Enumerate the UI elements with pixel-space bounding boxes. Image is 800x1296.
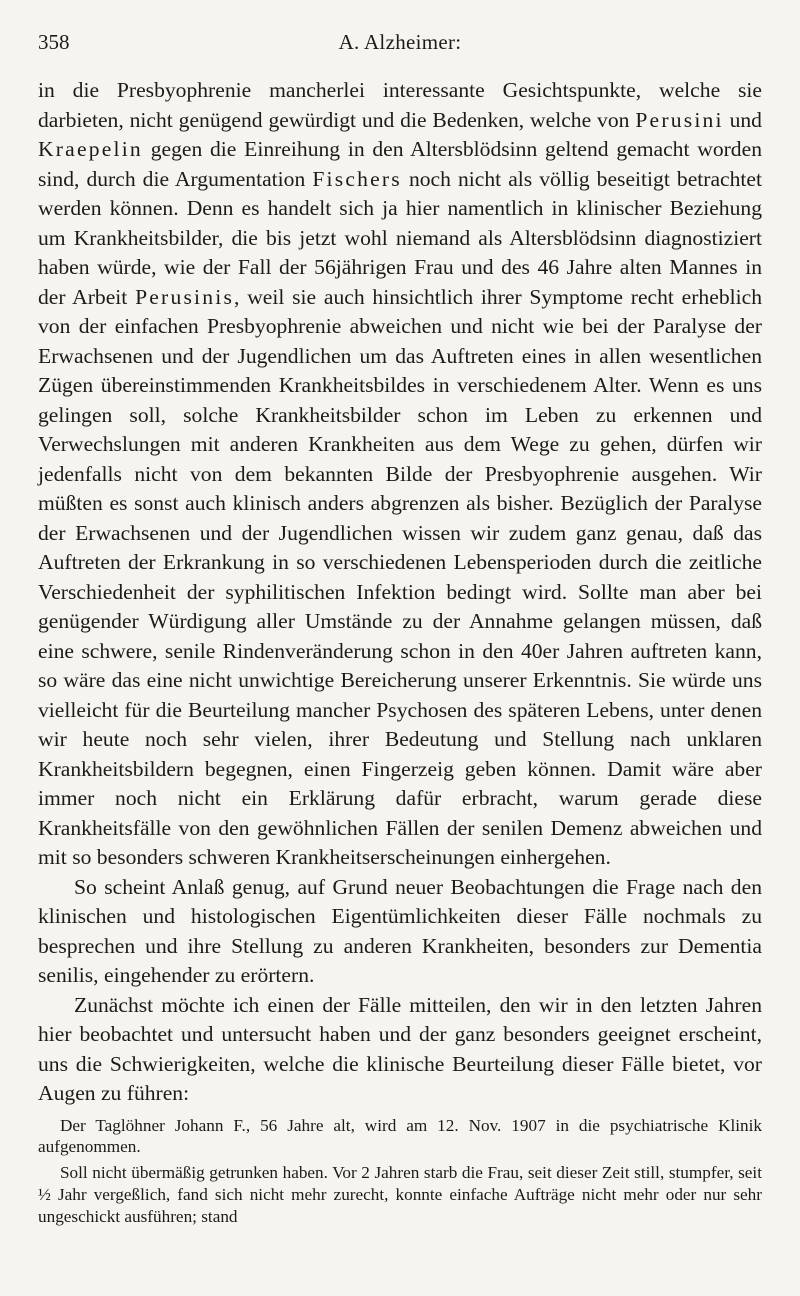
- author-name: Perusinis: [135, 284, 235, 309]
- text-segment: noch nicht als völlig beseitigt betrachtet werden können. Denn es handelt sich ja hier namentlich in klinischer Beziehung um Krankheitsbilder, die bis jetzt wohl niemand als Altersblödsinn diagnostiziert haben würde, wie der Fall der 56jährigen Frau und des 46 Jahre alten Mannes in der Arbeit: [38, 166, 763, 309]
- text-segment: So scheint Anlaß genug, auf Grund neuer Beobachtungen die Frage nach den klinischen und histologischen Eigentümlichkeiten dieser Fälle nochmals zu besprechen und ihre Stellung zu anderen Krankheiten, besonders zur Dementia senilis, eingehender zu erörtern.: [38, 874, 762, 987]
- body-paragraph: [38, 76, 762, 873]
- case-paragraph: [38, 1162, 762, 1227]
- text-segment: gegen die Einreihung in den Altersblödsinn geltend gemacht worden sind, durch die Argumentation: [38, 137, 762, 191]
- text-segment: Zunächst möchte ich einen der Fälle mitteilen, den wir in den letzten Jahren hier beobachtet und untersucht haben und der ganz besonders geeignet erscheint, uns die Schwierigkeiten, welche die klinische Beurteilung dieser Fälle bietet, vor Augen zu führen:: [38, 992, 762, 1105]
- author-name: Kraepelin: [38, 137, 143, 161]
- text-segment: , weil sie auch hinsichtlich ihrer Symptome recht erheblich von der einfachen Presbyophrenie abweichen und nicht wie bei der Paralyse der Erwachsenen und der Jugendlichen um das Auftreten eines in allen wesentlichen Zügen übereinstimmenden Krankheitsbildes in verschiedenem Alter. Wenn es uns gelingen soll, solche Krankheitsbilder schon im Leben zu erkennen und Verwechslungen mit anderen Krankheiten aus dem Wege zu gehen, dürfen wir jedenfalls nicht von dem bekannten Bilde der Presbyophrenie ausgehen. Wir müßten es sonst auch klinisch anders abgrenzen als bisher. Bezüglich der Paralyse der Erwachsenen und der Jugendlichen wissen wir zudem ganz genau, daß das Auftreten der Erkrankung in so verschiedenen Lebensperioden durch die zeitliche Verschiedenheit der syphilitischen Infektion bedingt wird. Sollte man aber bei genügender Würdigung aller Umstände zu der Annahme gelangen müssen, daß eine schwere, senile Rindenveränderung schon in den 40er Jahren auftreten kann, so wäre das eine nicht unwichtige Bereicherung unserer Erkenntnis. Sie würde uns vielleicht für die Beurteilung mancher Psychosen des späteren Lebens, unter denen wir heute noch sehr vielen, ihrer Bedeutung und Stellung nach unklaren Krankheitsbildern begegnen, einen Fingerzeig geben können. Damit wäre aber immer noch nicht ein Erklärung dafür erbracht, warum gerade diese Krankheitsfälle von den gewöhnlichen Fällen der senilen Demenz abweichen und mit so besonders schweren Krankheitserscheinungen einhergehen.: [38, 284, 762, 869]
- body-paragraph: [38, 873, 762, 991]
- page-number: 358: [38, 30, 70, 54]
- main-text: [38, 76, 762, 1109]
- body-paragraph: [38, 991, 762, 1109]
- text-segment: Der Taglöhner Johann F., 56 Jahre alt, wird am 12. Nov. 1907 in die psychiatrische Klinik aufgenommen.: [38, 1115, 762, 1157]
- author-name: Fischers: [312, 166, 402, 191]
- text-segment: Soll nicht übermäßig getrunken haben. Vor 2 Jahren starb die Frau, seit dieser Zeit still, stumpfer, seit ½ Jahr vergeßlich, fand sich nicht mehr zurecht, konnte einfache Aufträge nicht mehr oder nur sehr ungeschickt ausführen; stand: [38, 1163, 762, 1226]
- case-report: [38, 1115, 762, 1228]
- text-segment: in die Presbyophrenie mancherlei interessante Gesichtspunkte, welche sie darbieten, nicht genügend gewürdigt und die Bedenken, welche von: [38, 78, 762, 132]
- text-segment: und: [723, 107, 762, 132]
- page-header: [38, 22, 762, 66]
- running-head: A. Alzheimer:: [338, 30, 462, 54]
- case-paragraph: [38, 1115, 762, 1159]
- author-name: Perusini: [635, 107, 724, 132]
